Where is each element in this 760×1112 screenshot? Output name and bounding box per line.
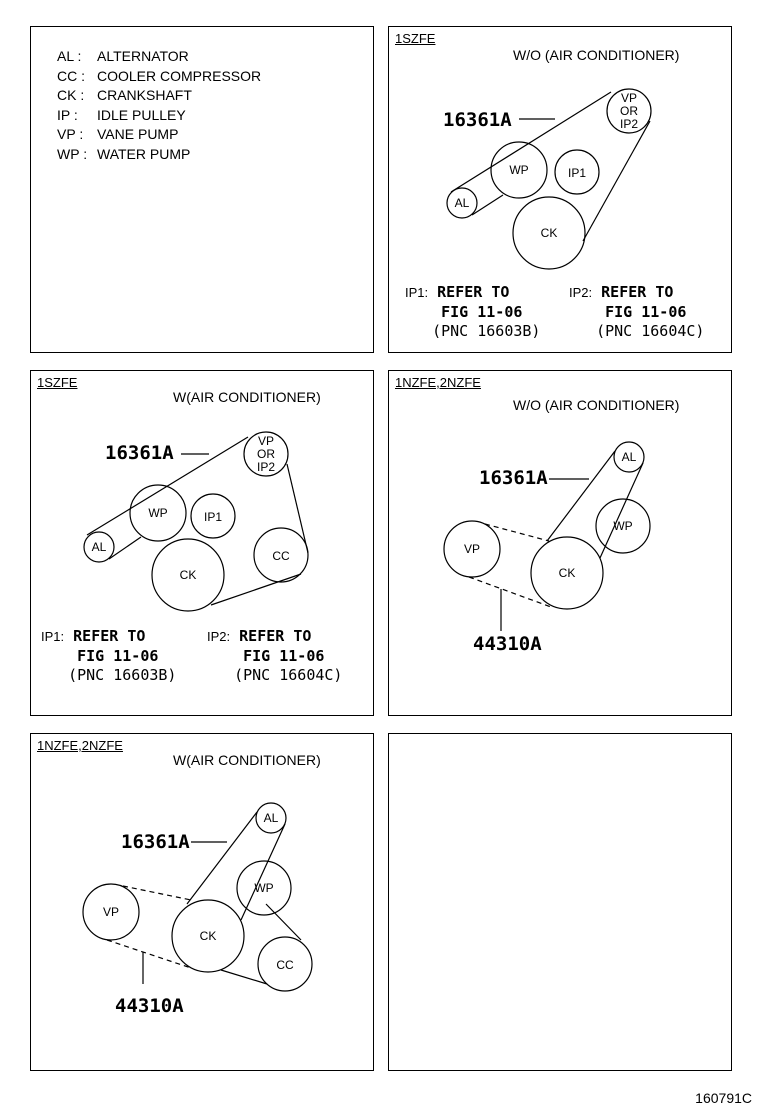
pulley-label: VP [620, 91, 638, 105]
ip1-note: IP1: REFER TO FIG 11-06 (PNC 16603B) [41, 627, 177, 684]
belt-diagram [31, 734, 375, 1072]
part-number: 44310A [115, 995, 184, 1017]
legend-item [57, 106, 261, 126]
legend-code: CC : [57, 67, 86, 84]
belt-segment [187, 812, 257, 904]
figure-id: 160791C [695, 1090, 752, 1106]
part-number: 16361A [479, 467, 548, 489]
panel-1szfe-without-ac [388, 26, 732, 353]
legend-item [57, 86, 261, 106]
belt-segment-dashed [469, 577, 551, 607]
legend-name: CRANKSHAFT [97, 87, 192, 104]
legend-name: WATER PUMP [97, 145, 191, 162]
legend-item [57, 145, 261, 165]
belt-segment [451, 92, 611, 192]
part-number: 44310A [473, 633, 542, 655]
belt-segment [547, 451, 615, 541]
pulley-label: WP [509, 163, 529, 177]
legend-name: VANE PUMP [97, 126, 179, 143]
panel-1szfe-with-ac [30, 370, 374, 716]
condition-title: W(AIR CONDITIONER) [173, 389, 321, 405]
pulley-label: WP [254, 881, 274, 895]
pulley-label: WP [613, 519, 633, 533]
pulley-label: WP [148, 506, 168, 520]
condition-title: W(AIR CONDITIONER) [173, 752, 321, 768]
pulley-label: CK [558, 566, 576, 580]
pulley-label: VP [463, 542, 481, 556]
ip1-note: IP1: REFER TO FIG 11-06 (PNC 16603B) [405, 283, 541, 340]
part-number: 16361A [443, 109, 512, 131]
belt-segment [600, 463, 643, 558]
panel-1nzfe-2nzfe-with-ac [30, 733, 374, 1071]
ip2-note: IP2: REFER TO FIG 11-06 (PNC 16604C) [569, 283, 705, 340]
empty-panel [388, 733, 732, 1071]
pulley-label: OR [620, 104, 638, 118]
belt-segment [241, 824, 285, 920]
condition-title: W/O (AIR CONDITIONER) [513, 47, 680, 63]
pulley-label: CC [276, 958, 294, 972]
legend-item [57, 47, 261, 67]
pulley-label: AL [263, 811, 279, 825]
legend-list [57, 47, 261, 165]
engine-tag: 1SZFE [395, 31, 436, 46]
condition-title: W/O (AIR CONDITIONER) [513, 397, 680, 413]
pulley-label: CK [540, 226, 558, 240]
belt-diagram [389, 371, 733, 717]
pulley-label: CC [272, 549, 290, 563]
part-number: 16361A [121, 831, 190, 853]
belt-segment-dashed [107, 940, 191, 968]
legend-code: VP : [57, 126, 84, 143]
engine-tag: 1NZFE,2NZFE [37, 738, 123, 753]
legend-code: AL : [57, 48, 82, 64]
pulley-label: CK [199, 929, 217, 943]
legend-code: WP : [57, 145, 88, 162]
pulley-label: AL [454, 196, 470, 210]
pulley-label: IP1 [567, 166, 587, 180]
belt-segment [221, 970, 267, 984]
legend-code: CK : [57, 87, 85, 104]
panel-1nzfe-2nzfe-without-ac [388, 370, 732, 716]
belt-segment-dashed [123, 886, 191, 900]
belt-segment [583, 121, 650, 241]
ip2-note: IP2: REFER TO FIG 11-06 (PNC 16604C) [207, 627, 343, 684]
pulley-label: VP [102, 905, 120, 919]
legend-name: COOLER COMPRESSOR [97, 67, 262, 84]
pulley-label: IP2 [256, 460, 276, 474]
belt-segment [266, 904, 301, 940]
legend-panel [30, 26, 374, 353]
part-number: 16361A [105, 442, 174, 464]
pulley-label: IP2 [619, 117, 639, 131]
belt-segment [211, 574, 301, 605]
pulley-label: IP1 [203, 510, 223, 524]
engine-tag: 1SZFE [37, 375, 78, 390]
legend-name: ALTERNATOR [97, 48, 189, 64]
pulley-label: CK [179, 568, 197, 582]
pulley-label: VP [257, 434, 275, 448]
legend-item [57, 125, 261, 145]
pulley-label: OR [257, 447, 275, 461]
legend-name: IDLE PULLEY [97, 106, 186, 123]
belt-segment [287, 464, 308, 553]
legend-item [57, 67, 261, 87]
engine-tag: 1NZFE,2NZFE [395, 375, 481, 390]
legend-code: IP : [57, 106, 78, 123]
pulley-label: AL [91, 540, 107, 554]
pulley-label: AL [621, 450, 637, 464]
